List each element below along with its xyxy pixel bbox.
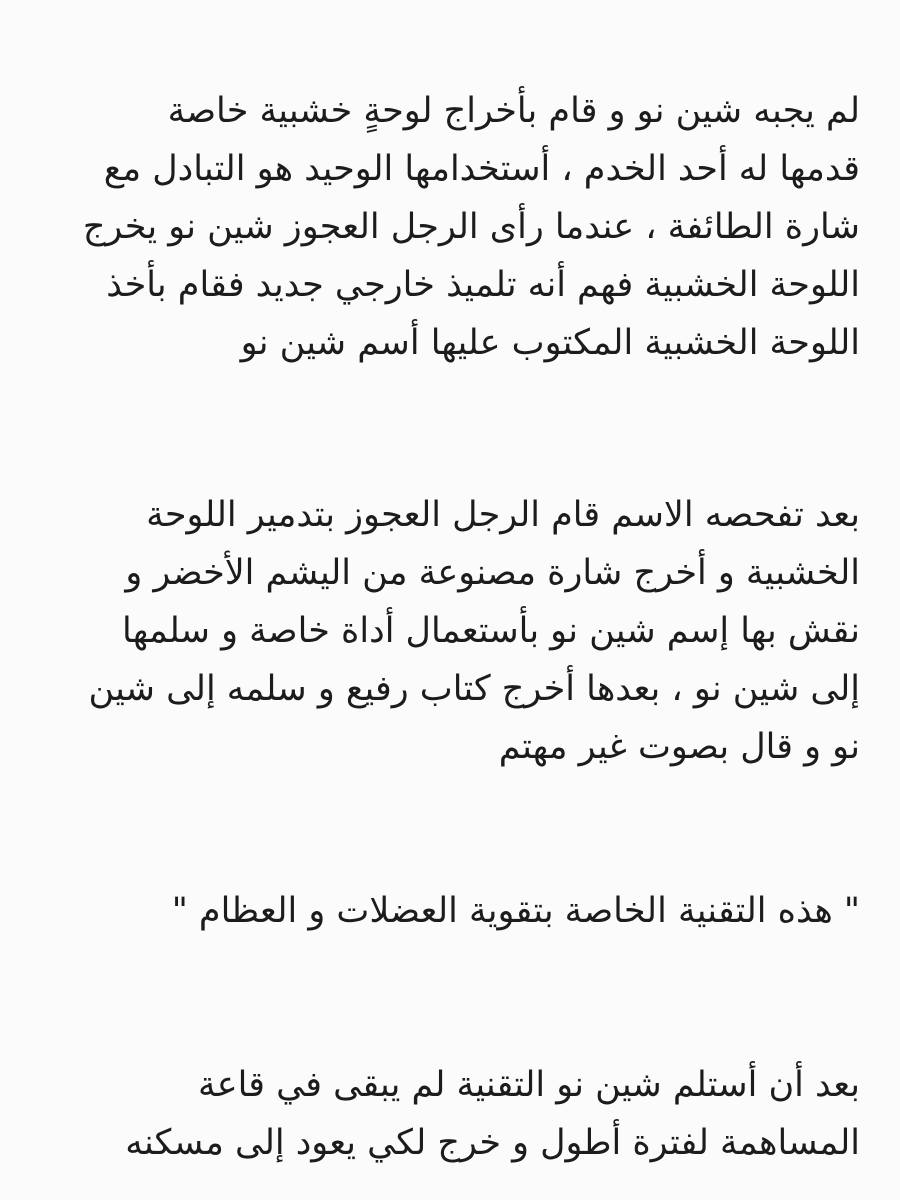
text-line: إلى شين نو ، بعدها أخرج كتاب رفيع و سلمه إلى شين <box>88 669 860 709</box>
text-line: بعد أن أستلم شين نو التقنية لم يبقى في قاعة <box>197 1065 860 1105</box>
quote-paragraph <box>30 882 860 940</box>
paragraph-2 <box>30 486 860 776</box>
paragraph-4 <box>30 1056 860 1172</box>
text-line: قدمها له أحد الخدم ، أستخدامها الوحيد هو التبادل مع <box>103 149 860 189</box>
text-line: بعد تفحصه الاسم قام الرجل العجوز بتدمير اللوحة <box>146 495 860 535</box>
text-line: اللوحة الخشبية المكتوب عليها أسم شين نو <box>240 323 860 363</box>
text-line: لم يجبه شين نو و قام بأخراج لوحةٍ خشبية خاصة <box>167 91 860 131</box>
text-line: اللوحة الخشبية فهم أنه تلميذ خارجي جديد فقام بأخذ <box>106 265 860 305</box>
text-line: الخشبية و أخرج شارة مصنوعة من اليشم الأخضر و <box>125 553 860 593</box>
text-line: نو و قال بصوت غير مهتم <box>498 727 860 767</box>
paragraph-1 <box>30 82 860 372</box>
text-line: المساهمة لفترة أطول و خرج لكي يعود إلى مسكنه <box>125 1123 860 1163</box>
text-line: شارة الطائفة ، عندما رأى الرجل العجوز شين نو يخرج <box>82 207 860 247</box>
text-line: " هذه التقنية الخاصة بتقوية العضلات و العظام " <box>171 891 860 931</box>
text-line: نقش بها إسم شين نو بأستعمال أداة خاصة و سلمها <box>122 611 860 651</box>
